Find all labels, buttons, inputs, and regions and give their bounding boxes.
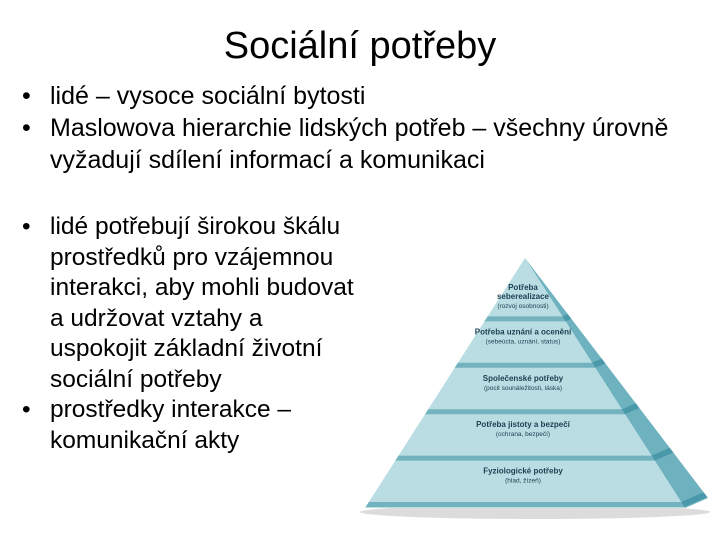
pyramid-tier-separator (484, 316, 565, 321)
pyramid-level-title: Potřeba (508, 283, 538, 292)
bullet-item (14, 212, 354, 395)
bullet-text: prostředky interakce – komunikační akty (50, 396, 292, 454)
bullet-icon: • (22, 82, 31, 110)
pyramid-level-title: Potřeba jistoty a bezpečí (476, 420, 570, 430)
pyramid-level-title: Společenské potřeby (482, 373, 564, 383)
pyramid-level-title: Fyziologické potřeby (483, 466, 563, 476)
bullet-icon: • (22, 114, 31, 142)
pyramid-tier-separator (395, 456, 654, 461)
pyramid-tier-separator (366, 502, 685, 507)
top-bullet-list (14, 80, 714, 176)
pyramid-level-subtitle: (hlad, žízeň) (505, 477, 541, 485)
bullet-text: lidé potřebují širokou škálu prostředků pro vzájemnou interakci, aby mohli budovat a udržovat vztahy a uspokojit základní životní sociální potřeby (50, 213, 354, 393)
bullet-item (14, 112, 714, 176)
pyramid-level-subtitle: (ochrana, bezpečí) (495, 431, 551, 439)
bullet-text: Maslowova hierarchie lidských potřeb – všechny úrovně vyžadují sdílení informací a komunikaci (50, 114, 669, 174)
bullet-icon: • (22, 213, 31, 240)
pyramid-level-title: Potřeba uznání a ocenění (474, 327, 572, 337)
pyramid-tier-separator (455, 363, 596, 368)
slide-title: Sociální potřeby (223, 25, 497, 67)
pyramid-level-subtitle: (pocit sounáležitosti, láska) (483, 384, 563, 392)
bullet-item (14, 80, 714, 112)
bullet-icon: • (22, 396, 31, 423)
maslow-pyramid (340, 250, 720, 520)
pyramid-tier-separator (425, 409, 625, 414)
pyramid-level-title: seberealizace (496, 292, 550, 301)
pyramid-level-subtitle: (sebeúcta, uznání, status) (485, 338, 561, 346)
pyramid-level-subtitle: (rozvoj osobnosti) (497, 303, 549, 310)
bullet-text: lidé – vysoce sociální bytosti (50, 82, 366, 110)
bullet-item (14, 395, 354, 456)
left-bullet-list (14, 212, 354, 456)
